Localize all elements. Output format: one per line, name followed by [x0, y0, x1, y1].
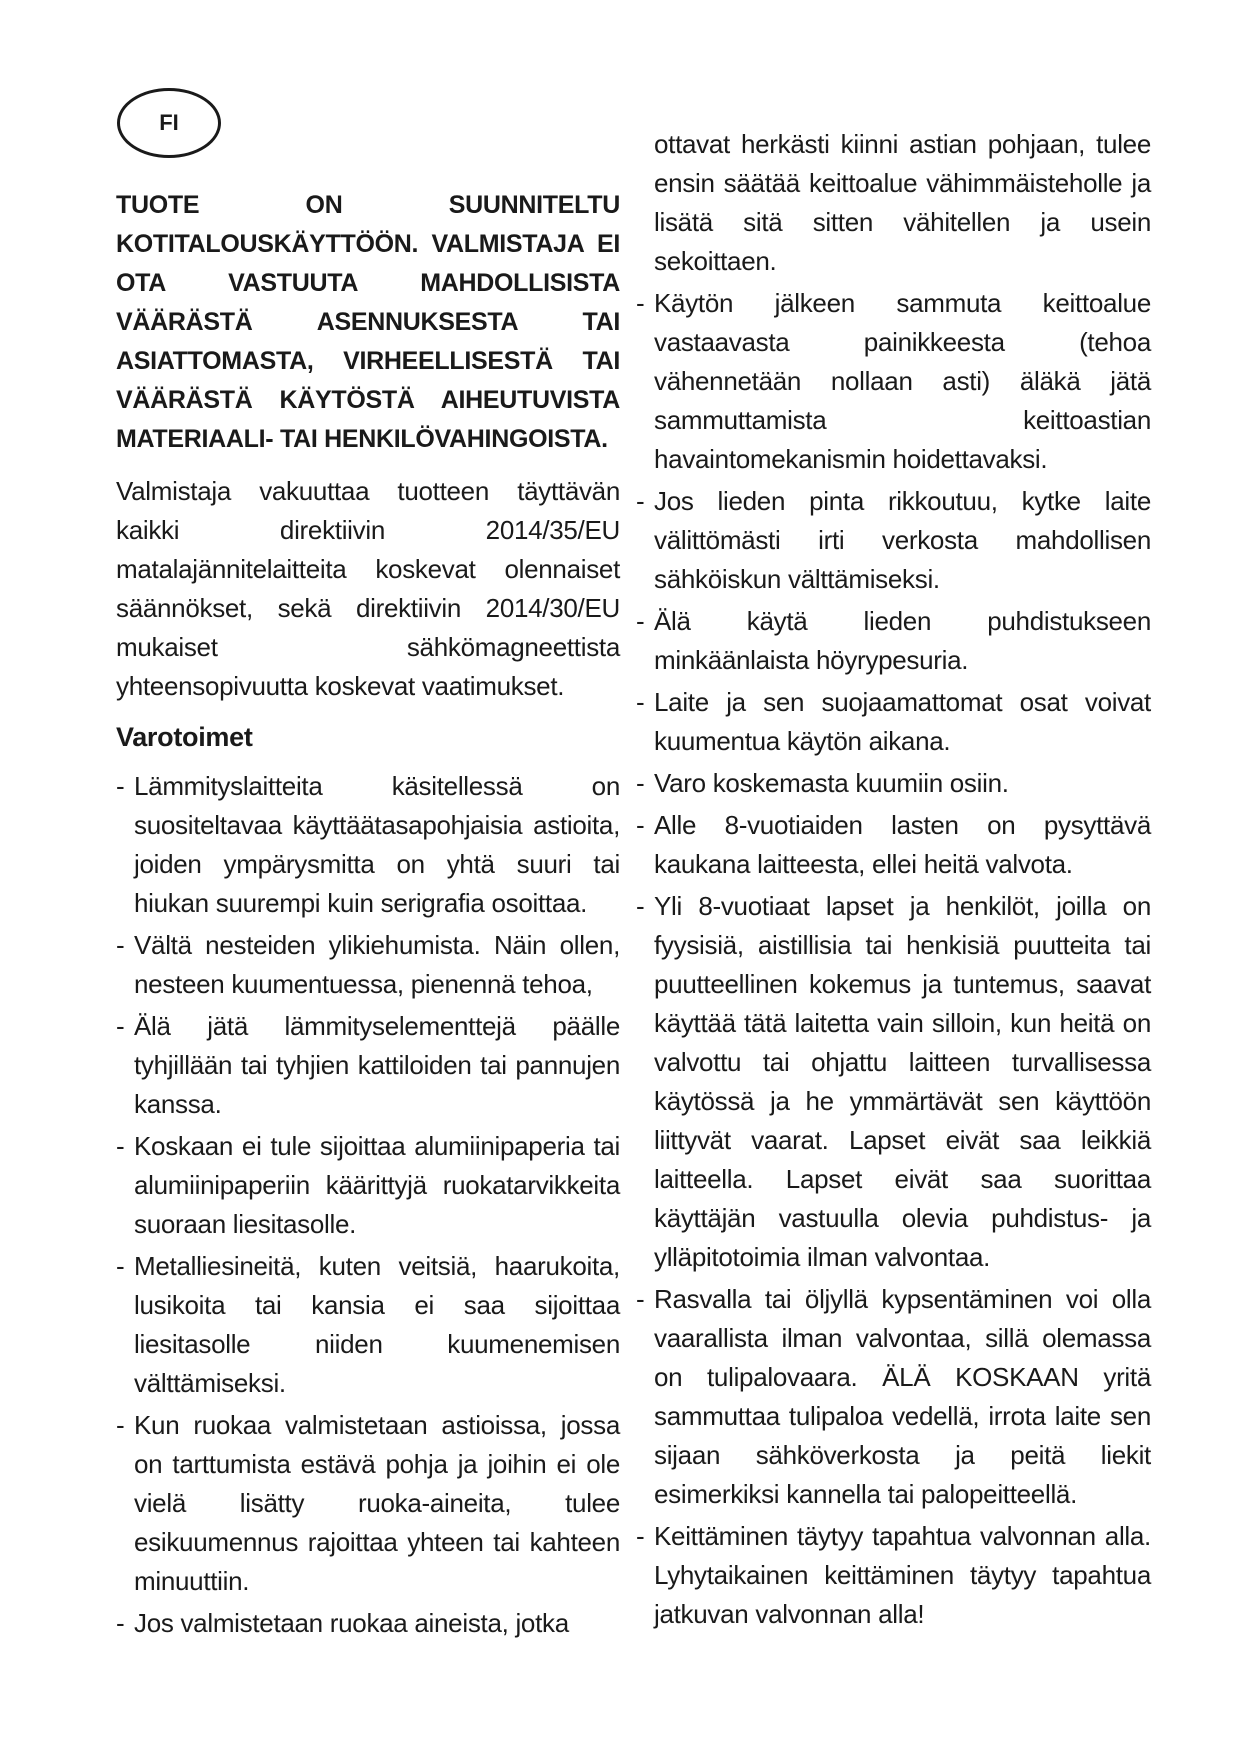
- list-item: - Rasvalla tai öljyllä kypsentäminen voi olla vaarallista ilman valvontaa, sillä olemassa on tulipalovaara. ÄLÄ KOSKAAN yritä sammuttaa tulipaloa vedellä, irrota laite sen sijaan sähköverkosta ja peitä liekit esimerkiksi kannella tai palopeitteellä.: [636, 1280, 1151, 1514]
- list-item: - Laite ja sen suojaamattomat osat voivat kuumentua käytön aikana.: [636, 683, 1151, 761]
- list-item: - Älä käytä lieden puhdistukseen minkäänlaista höyrypesuria.: [636, 602, 1151, 680]
- list-item: - Metalliesineitä, kuten veitsiä, haarukoita, lusikoita tai kansia ei saa sijoittaa liesitasolle niiden kuumenemisen välttämiseksi.: [116, 1247, 620, 1403]
- list-item: - Varo koskemasta kuumiin osiin.: [636, 764, 1151, 803]
- list-item: - Yli 8-vuotiaat lapset ja henkilöt, joilla on fyysisiä, aistillisia tai henkisiä puutteita tai puutteellinen kokemus ja tuntemus, saavat käyttää tätä laitetta vain silloin, kun heitä on valvottu tai ohjattu laitteen turvallisessa käytössä ja he ymmärtävät sen käyttöön liittyvät vaarat. Lapset eivät saa leikkiä laitteella. Lapset eivät saa suorittaa käyttäjän vastuulla olevia puhdistus- ja ylläpitotoimia ilman valvontaa.: [636, 887, 1151, 1277]
- list-item: - Vältä nesteiden ylikiehumista. Näin ollen, nesteen kuumentuessa, pienennä tehoa,: [116, 926, 620, 1004]
- list-item: - Koskaan ei tule sijoittaa alumiinipaperia tai alumiinipaperiin käärittyjä ruokatarvikkeita suoraan liesitasolle.: [116, 1127, 620, 1244]
- list-item: - Jos lieden pinta rikkoutuu, kytke laite välittömästi irti verkosta mahdollisen sähköiskun välttämiseksi.: [636, 482, 1151, 599]
- list-item: - Älä jätä lämmityselementtejä päälle tyhjillään tai tyhjien kattiloiden tai pannujen kanssa.: [116, 1007, 620, 1124]
- list-item: - Jos valmistetaan ruokaa aineista, jotka: [116, 1604, 620, 1643]
- list-item: - Kun ruokaa valmistetaan astioissa, jossa on tarttumista estävä pohja ja joihin ei ole vielä lisätty ruoka-aineita, tulee esikuumennus rajoittaa yhteen tai kahteen minuuttiin.: [116, 1406, 620, 1601]
- list-item-continuation: ottavat herkästi kiinni astian pohjaan, tulee ensin säätää keittoalue vähimmäisteholle ja lisätä sitä sitten vähitellen ja usein sekoittaen.: [654, 129, 1151, 276]
- list-item: - Keittäminen täytyy tapahtua valvonnan alla. Lyhytaikainen keittäminen täytyy tapahtua jatkuvan valvonnan alla!: [636, 1517, 1151, 1634]
- precautions-list-right: [636, 284, 1151, 1634]
- language-badge: [117, 88, 221, 158]
- precautions-list-left: [116, 767, 620, 1643]
- right-column: [636, 125, 1151, 1637]
- list-item: - Lämmityslaitteita käsitellessä on suositeltavaa käyttäätasapohjaisia astioita, joiden ympärysmitta on yhtä suuri tai hiukan suurempi kuin serigrafia osoittaa.: [116, 767, 620, 923]
- left-column: [116, 186, 620, 1646]
- disclaimer-warning: TUOTE ON SUUNNITELTU KOTITALOUSKÄYTTÖÖN. VALMISTAJA EI OTA VASTUUTA MAHDOLLISISTA VÄÄRÄSTÄ ASENNUKSESTA TAI ASIATTOMASTA, VIRHEELLISESTÄ TAI VÄÄRÄSTÄ KÄYTÖSTÄ AIHEUTUVISTA MATERIAALI- TAI HENKILÖVAHINGOISTA.: [116, 191, 620, 453]
- language-badge-label: FI: [159, 110, 179, 135]
- conformity-statement: Valmistaja vakuuttaa tuotteen täyttävän kaikki direktiivin 2014/35/EU matalajännitelaitteita koskevat olennaiset säännökset, sekä direktiivin 2014/30/EU mukaiset sähkömagneettista yhteensopivuutta koskevat vaatimukset.: [116, 476, 620, 701]
- list-item: - Käytön jälkeen sammuta keittoalue vastaavasta painikkeesta (tehoa vähennetään nollaan asti) äläkä jätä sammuttamista keittoastian havaintomekanismin hoidettavaksi.: [636, 284, 1151, 479]
- section-heading-precautions: Varotoimet: [116, 722, 253, 752]
- list-item: - Alle 8-vuotiaiden lasten on pysyttävä kaukana laitteesta, ellei heitä valvota.: [636, 806, 1151, 884]
